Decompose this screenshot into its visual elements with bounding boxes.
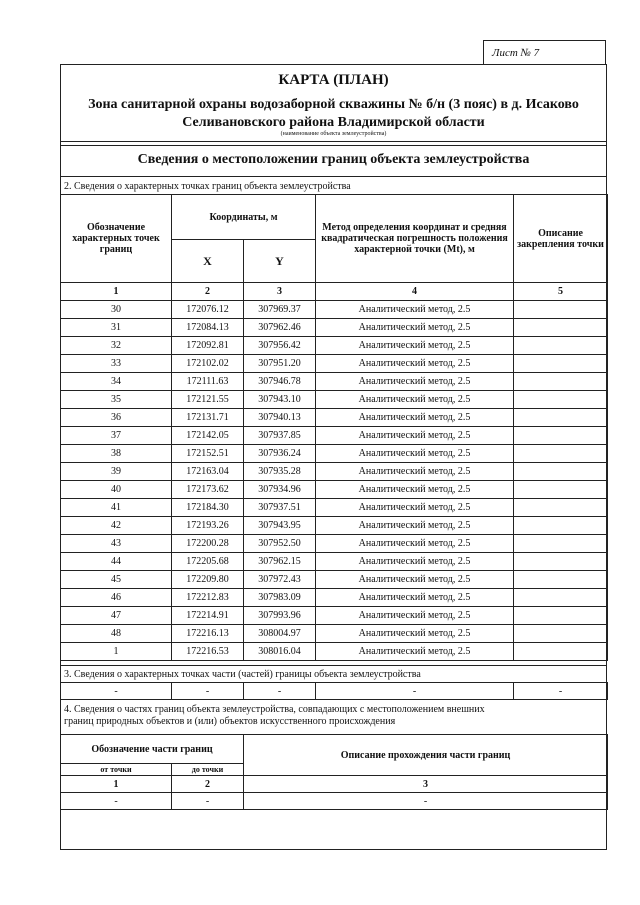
cell-description (514, 481, 608, 499)
table-row (61, 553, 608, 571)
cell-x: 172212.83 (172, 589, 244, 607)
table-row (61, 355, 608, 373)
points-table (60, 194, 608, 661)
cell-point: 35 (61, 391, 172, 409)
cell-y: 307943.95 (244, 517, 316, 535)
cell-description (514, 445, 608, 463)
cell-x: 172152.51 (172, 445, 244, 463)
cell-x: 172163.04 (172, 463, 244, 481)
cell-y: 307936.24 (244, 445, 316, 463)
cell-point: 41 (61, 499, 172, 517)
cell-x: 172209.80 (172, 571, 244, 589)
cell-point: 44 (61, 553, 172, 571)
cell-description (514, 589, 608, 607)
header-to: до точки (172, 764, 244, 776)
cell-y: 307952.50 (244, 535, 316, 553)
table-row (61, 499, 608, 517)
cell-description (514, 301, 608, 319)
dash-cell: - (244, 683, 316, 700)
cell-method: Аналитический метод, 2.5 (316, 409, 514, 427)
cell-x: 172173.62 (172, 481, 244, 499)
cell-method: Аналитический метод, 2.5 (316, 445, 514, 463)
cell-x: 172084.13 (172, 319, 244, 337)
cell-point: 32 (61, 337, 172, 355)
col-number: 2 (172, 776, 244, 793)
table-row (61, 481, 608, 499)
cell-description (514, 373, 608, 391)
cell-method: Аналитический метод, 2.5 (316, 499, 514, 517)
cell-x: 172111.63 (172, 373, 244, 391)
parts-points-table (60, 682, 608, 700)
cell-y: 307956.42 (244, 337, 316, 355)
section2-title: 2. Сведения о характерных точках границ объекта землеустройства (64, 181, 351, 192)
cell-method: Аналитический метод, 2.5 (316, 373, 514, 391)
header-part-description: Описание прохождения части границ (244, 735, 608, 776)
cell-x: 172193.26 (172, 517, 244, 535)
header-y: Y (244, 240, 316, 283)
table-row (61, 445, 608, 463)
header-description: Описание закрепления точки (514, 195, 608, 283)
table-row (61, 589, 608, 607)
cell-description (514, 553, 608, 571)
cell-y: 307972.43 (244, 571, 316, 589)
cell-point: 39 (61, 463, 172, 481)
cell-x: 172092.81 (172, 337, 244, 355)
header-from: от точки (61, 764, 172, 776)
table-row (61, 373, 608, 391)
col-number: 4 (316, 283, 514, 301)
header-coords: Координаты, м (172, 195, 316, 240)
cell-x: 172121.55 (172, 391, 244, 409)
cell-method: Аналитический метод, 2.5 (316, 625, 514, 643)
cell-point: 46 (61, 589, 172, 607)
object-name-line2: Селивановского района Владимирской области (182, 115, 485, 130)
cell-point: 37 (61, 427, 172, 445)
cell-method: Аналитический метод, 2.5 (316, 391, 514, 409)
divider (60, 665, 607, 666)
table-row (61, 643, 608, 661)
cell-x: 172216.53 (172, 643, 244, 661)
section4-title-line1: 4. Сведения о частях границ объекта землеустройства, совпадающих с местоположением внешних (64, 704, 485, 715)
header-part: Обозначение части границ (61, 735, 244, 764)
section4-title-line2: границ природных объектов и (или) объектов искусственного происхождения (64, 716, 396, 727)
table-row (61, 337, 608, 355)
table-row (61, 301, 608, 319)
cell-x: 172131.71 (172, 409, 244, 427)
cell-x: 172184.30 (172, 499, 244, 517)
cell-x: 172216.13 (172, 625, 244, 643)
cell-y: 307943.10 (244, 391, 316, 409)
dash-cell: - (172, 793, 244, 810)
sheet-number: Лист № 7 (483, 40, 606, 65)
cell-x: 172214.91 (172, 607, 244, 625)
table-row (61, 463, 608, 481)
col-number: 2 (172, 283, 244, 301)
cell-y: 307962.46 (244, 319, 316, 337)
cell-point: 1 (61, 643, 172, 661)
cell-point: 43 (61, 535, 172, 553)
cell-method: Аналитический метод, 2.5 (316, 553, 514, 571)
table-row (61, 517, 608, 535)
cell-method: Аналитический метод, 2.5 (316, 337, 514, 355)
cell-description (514, 409, 608, 427)
cell-point: 36 (61, 409, 172, 427)
col-number: 3 (244, 283, 316, 301)
cell-method: Аналитический метод, 2.5 (316, 427, 514, 445)
table-row (61, 571, 608, 589)
cell-y: 308016.04 (244, 643, 316, 661)
cell-method: Аналитический метод, 2.5 (316, 517, 514, 535)
cell-y: 307969.37 (244, 301, 316, 319)
cell-y: 308004.97 (244, 625, 316, 643)
cell-y: 307946.78 (244, 373, 316, 391)
cell-point: 40 (61, 481, 172, 499)
cell-description (514, 535, 608, 553)
cell-point: 48 (61, 625, 172, 643)
cell-y: 307935.28 (244, 463, 316, 481)
cell-y: 307934.96 (244, 481, 316, 499)
dash-cell: - (316, 683, 514, 700)
header-method: Метод определения координат и средняя квадратическая погрешность положения характерной точки (Mt), м (316, 195, 514, 283)
col-number: 5 (514, 283, 608, 301)
page-title: КАРТА (ПЛАН) (278, 72, 389, 88)
cell-method: Аналитический метод, 2.5 (316, 355, 514, 373)
divider (60, 176, 607, 177)
cell-description (514, 607, 608, 625)
cell-x: 172102.02 (172, 355, 244, 373)
dash-cell: - (61, 683, 172, 700)
cell-method: Аналитический метод, 2.5 (316, 535, 514, 553)
cell-x: 172200.28 (172, 535, 244, 553)
section3-title: 3. Сведения о характерных точках части (частей) границы объекта землеустройства (64, 669, 421, 680)
cell-description (514, 643, 608, 661)
object-name-line1: Зона санитарной охраны водозаборной скважины № б/н (3 пояс) в д. Исаково (88, 97, 579, 112)
cell-method: Аналитический метод, 2.5 (316, 643, 514, 661)
dash-cell: - (514, 683, 608, 700)
cell-point: 38 (61, 445, 172, 463)
cell-y: 307983.09 (244, 589, 316, 607)
cell-point: 45 (61, 571, 172, 589)
cell-description (514, 499, 608, 517)
cell-method: Аналитический метод, 2.5 (316, 319, 514, 337)
table-row (61, 625, 608, 643)
cell-y: 307937.85 (244, 427, 316, 445)
cell-x: 172076.12 (172, 301, 244, 319)
cell-point: 31 (61, 319, 172, 337)
cell-method: Аналитический метод, 2.5 (316, 607, 514, 625)
cell-y: 307993.96 (244, 607, 316, 625)
cell-method: Аналитический метод, 2.5 (316, 463, 514, 481)
cell-x: 172142.05 (172, 427, 244, 445)
cell-description (514, 337, 608, 355)
section4-title (64, 704, 604, 728)
table-row (61, 607, 608, 625)
cell-point: 47 (61, 607, 172, 625)
table-row (61, 409, 608, 427)
cell-method: Аналитический метод, 2.5 (316, 301, 514, 319)
table-row (61, 427, 608, 445)
cell-description (514, 625, 608, 643)
cell-description (514, 391, 608, 409)
cell-y: 307962.15 (244, 553, 316, 571)
object-name (60, 96, 607, 132)
cell-description (514, 463, 608, 481)
col-number: 1 (61, 776, 172, 793)
cell-point: 42 (61, 517, 172, 535)
header-point: Обозначение характерных точек границ (61, 195, 172, 283)
cell-point: 30 (61, 301, 172, 319)
cell-description (514, 571, 608, 589)
cell-point: 34 (61, 373, 172, 391)
cell-y: 307951.20 (244, 355, 316, 373)
points-rows (61, 301, 608, 661)
object-name-caption: (наименование объекта землеустройства) (280, 131, 387, 137)
section-heading: Сведения о местоположении границ объекта землеустройства (137, 152, 530, 167)
cell-x: 172205.68 (172, 553, 244, 571)
divider (60, 145, 607, 146)
dash-cell: - (244, 793, 608, 810)
cell-description (514, 319, 608, 337)
cell-description (514, 427, 608, 445)
cell-description (514, 355, 608, 373)
col-number: 3 (244, 776, 608, 793)
header-x: X (172, 240, 244, 283)
table-row (61, 319, 608, 337)
table-row (61, 391, 608, 409)
dash-cell: - (61, 793, 172, 810)
cell-y: 307940.13 (244, 409, 316, 427)
divider (60, 141, 607, 142)
cell-method: Аналитический метод, 2.5 (316, 589, 514, 607)
cell-method: Аналитический метод, 2.5 (316, 481, 514, 499)
cell-point: 33 (61, 355, 172, 373)
cell-y: 307937.51 (244, 499, 316, 517)
cell-description (514, 517, 608, 535)
table-row (61, 535, 608, 553)
col-number: 1 (61, 283, 172, 301)
boundary-parts-table (60, 734, 608, 810)
cell-method: Аналитический метод, 2.5 (316, 571, 514, 589)
dash-cell: - (172, 683, 244, 700)
